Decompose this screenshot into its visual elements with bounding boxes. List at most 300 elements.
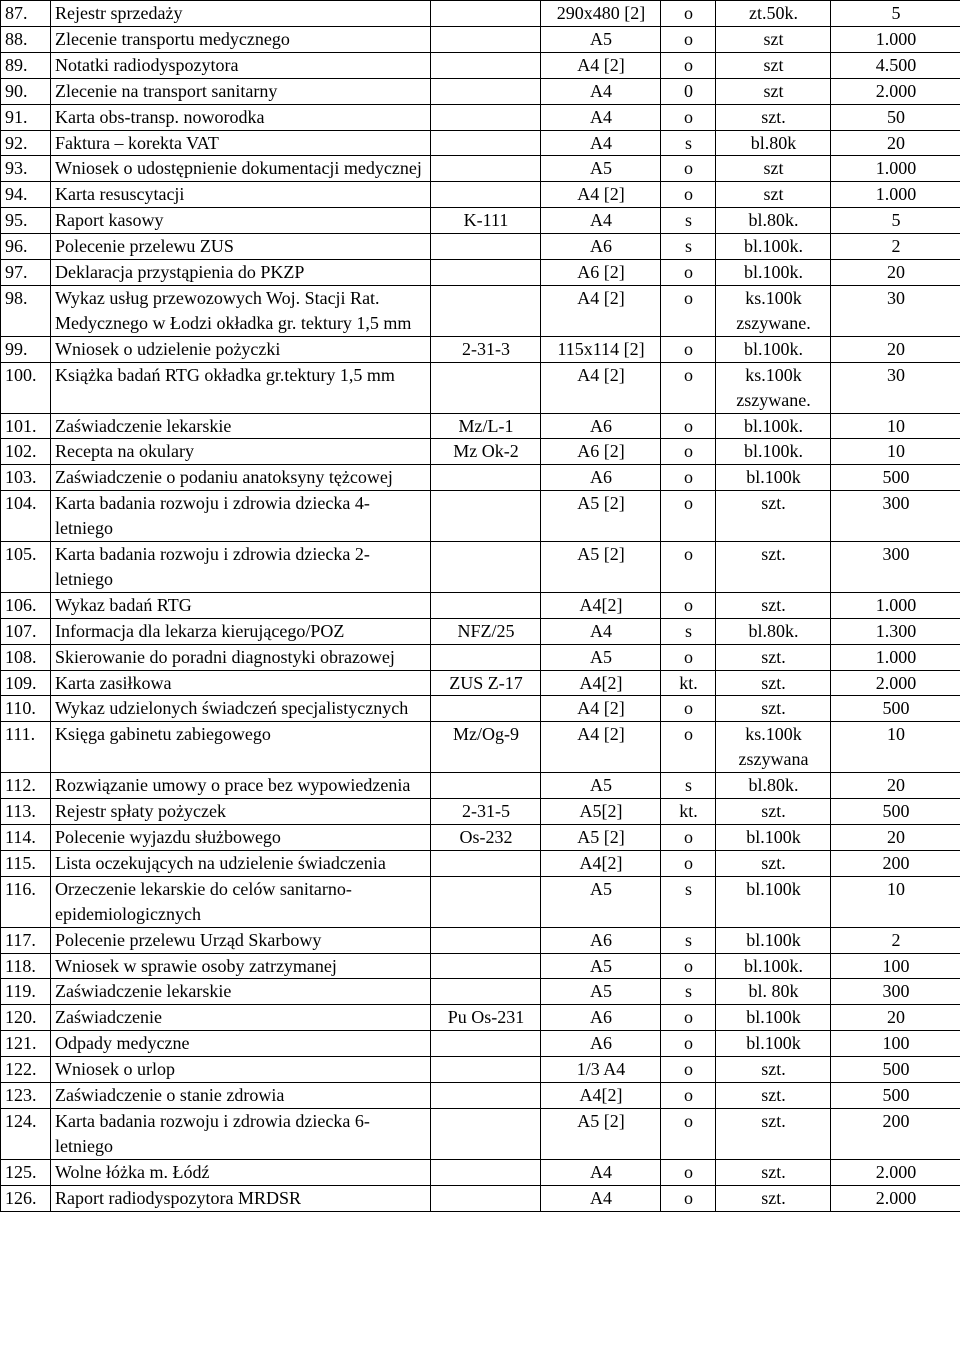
form-name-cell: Wykaz udzielonych świadczeń specjalistycznych [51,696,431,722]
row-number-cell: 92. [1,130,51,156]
quantity-cell: 20 [831,825,960,851]
unit-cell: szt. [716,1057,831,1083]
quantity-cell: 2.000 [831,670,960,696]
table-row [1,542,960,593]
quantity-cell: 300 [831,542,960,593]
form-code-cell: Mz/L-1 [431,413,541,439]
paper-format-cell: A5 [2] [541,1108,661,1159]
quantity-cell: 5 [831,208,960,234]
form-name-cell: Informacja dla lekarza kierującego/POZ [51,618,431,644]
form-code-cell [431,850,541,876]
table-row [1,979,960,1005]
quantity-cell: 500 [831,465,960,491]
row-number-cell: 94. [1,182,51,208]
paper-format-cell: A4[2] [541,850,661,876]
row-number-cell: 126. [1,1185,51,1211]
table-row [1,413,960,439]
form-code-cell [431,362,541,413]
quantity-cell: 1.000 [831,156,960,182]
form-name-cell: Recepta na okulary [51,439,431,465]
unit-cell: ks.100k zszywane. [716,285,831,336]
form-code-cell: Mz/Og-9 [431,722,541,773]
quantity-cell: 1.000 [831,182,960,208]
row-number-cell: 104. [1,491,51,542]
form-name-cell: Księga gabinetu zabiegowego [51,722,431,773]
row-number-cell: 98. [1,285,51,336]
form-name-cell: Deklaracja przystąpienia do PKZP [51,260,431,286]
form-code-cell [431,156,541,182]
table-row [1,1,960,27]
row-number-cell: 113. [1,799,51,825]
quantity-cell: 4.500 [831,52,960,78]
form-name-cell: Faktura – korekta VAT [51,130,431,156]
print-type-cell: o [661,1057,716,1083]
paper-format-cell: A4 [2] [541,52,661,78]
row-number-cell: 108. [1,644,51,670]
paper-format-cell: A5 [541,26,661,52]
quantity-cell: 2.000 [831,1185,960,1211]
form-code-cell [431,1185,541,1211]
paper-format-cell: 1/3 A4 [541,1057,661,1083]
row-number-cell: 124. [1,1108,51,1159]
print-type-cell: o [661,336,716,362]
quantity-cell: 5 [831,1,960,27]
form-name-cell: Lista oczekujących na udzielenie świadczenia [51,850,431,876]
table-row [1,260,960,286]
form-name-cell: Zaświadczenie lekarskie [51,979,431,1005]
row-number-cell: 109. [1,670,51,696]
print-type-cell: o [661,1083,716,1109]
unit-cell: bl.100k [716,876,831,927]
unit-cell: bl.80k. [716,773,831,799]
print-type-cell: o [661,285,716,336]
form-name-cell: Wykaz badań RTG [51,592,431,618]
form-code-cell [431,773,541,799]
quantity-cell: 2 [831,927,960,953]
table-row [1,26,960,52]
print-type-cell: s [661,208,716,234]
paper-format-cell: A6 [2] [541,260,661,286]
form-name-cell: Zaświadczenie lekarskie [51,413,431,439]
form-code-cell [431,592,541,618]
form-code-cell: Mz Ok-2 [431,439,541,465]
print-type-cell: o [661,850,716,876]
print-type-cell: o [661,465,716,491]
print-type-cell: kt. [661,670,716,696]
table-row [1,927,960,953]
row-number-cell: 121. [1,1031,51,1057]
form-name-cell: Karta badania rozwoju i zdrowia dziecka 6-letniego [51,1108,431,1159]
unit-cell: szt. [716,670,831,696]
row-number-cell: 99. [1,336,51,362]
quantity-cell: 200 [831,850,960,876]
print-type-cell: o [661,644,716,670]
form-name-cell: Zaświadczenie [51,1005,431,1031]
form-name-cell: Rejestr spłaty pożyczek [51,799,431,825]
paper-format-cell: A4 [2] [541,182,661,208]
quantity-cell: 2.000 [831,1159,960,1185]
unit-cell: zt.50k. [716,1,831,27]
row-number-cell: 116. [1,876,51,927]
quantity-cell: 1.300 [831,618,960,644]
table-row [1,618,960,644]
paper-format-cell: A5 [2] [541,542,661,593]
form-code-cell: 2-31-5 [431,799,541,825]
table-row [1,1057,960,1083]
form-code-cell: ZUS Z-17 [431,670,541,696]
quantity-cell: 10 [831,439,960,465]
quantity-cell: 1.000 [831,592,960,618]
form-code-cell [431,927,541,953]
unit-cell: szt. [716,104,831,130]
paper-format-cell: A4[2] [541,1083,661,1109]
quantity-cell: 20 [831,130,960,156]
row-number-cell: 123. [1,1083,51,1109]
row-number-cell: 111. [1,722,51,773]
form-name-cell: Karta badania rozwoju i zdrowia dziecka 4-letniego [51,491,431,542]
table-row [1,953,960,979]
table-row [1,850,960,876]
print-type-cell: o [661,953,716,979]
print-type-cell: o [661,1108,716,1159]
table-row [1,465,960,491]
row-number-cell: 105. [1,542,51,593]
unit-cell: szt. [716,1185,831,1211]
table-row [1,362,960,413]
form-name-cell: Rozwiązanie umowy o prace bez wypowiedzenia [51,773,431,799]
forms-table-body [1,1,960,1212]
print-type-cell: s [661,130,716,156]
unit-cell: szt. [716,1159,831,1185]
row-number-cell: 115. [1,850,51,876]
quantity-cell: 100 [831,1031,960,1057]
table-row [1,799,960,825]
paper-format-cell: A5 [2] [541,825,661,851]
unit-cell: szt. [716,542,831,593]
unit-cell: szt. [716,696,831,722]
form-code-cell [431,182,541,208]
paper-format-cell: A4 [541,78,661,104]
table-row [1,234,960,260]
row-number-cell: 112. [1,773,51,799]
form-code-cell [431,285,541,336]
row-number-cell: 114. [1,825,51,851]
print-type-cell: o [661,1005,716,1031]
row-number-cell: 103. [1,465,51,491]
form-code-cell [431,52,541,78]
table-row [1,876,960,927]
form-code-cell [431,1083,541,1109]
form-name-cell: Wniosek w sprawie osoby zatrzymanej [51,953,431,979]
paper-format-cell: A5 [541,773,661,799]
table-row [1,722,960,773]
print-type-cell: s [661,773,716,799]
form-name-cell: Skierowanie do poradni diagnostyki obrazowej [51,644,431,670]
quantity-cell: 2 [831,234,960,260]
form-code-cell [431,1159,541,1185]
paper-format-cell: A5 [541,953,661,979]
paper-format-cell: 290x480 [2] [541,1,661,27]
print-type-cell: o [661,104,716,130]
paper-format-cell: A5 [541,156,661,182]
form-code-cell [431,979,541,1005]
table-row [1,336,960,362]
form-name-cell: Zaświadczenie o podaniu anatoksyny tężcowej [51,465,431,491]
row-number-cell: 95. [1,208,51,234]
unit-cell: bl.100k [716,825,831,851]
quantity-cell: 500 [831,799,960,825]
form-code-cell [431,130,541,156]
print-type-cell: o [661,362,716,413]
unit-cell: bl. 80k [716,979,831,1005]
paper-format-cell: A6 [541,413,661,439]
paper-format-cell: A4 [541,208,661,234]
paper-format-cell: A4[2] [541,592,661,618]
form-name-cell: Karta obs-transp. noworodka [51,104,431,130]
print-type-cell: o [661,696,716,722]
table-row [1,592,960,618]
unit-cell: szt. [716,592,831,618]
paper-format-cell: A6 [541,234,661,260]
paper-format-cell: A4 [2] [541,696,661,722]
quantity-cell: 50 [831,104,960,130]
paper-format-cell: A5 [541,876,661,927]
print-type-cell: s [661,979,716,1005]
paper-format-cell: A4[2] [541,670,661,696]
form-code-cell [431,542,541,593]
row-number-cell: 102. [1,439,51,465]
print-type-cell: o [661,1,716,27]
quantity-cell: 20 [831,260,960,286]
unit-cell: szt [716,156,831,182]
print-type-cell: s [661,234,716,260]
form-code-cell [431,234,541,260]
paper-format-cell: A4 [541,618,661,644]
form-name-cell: Wolne łóżka m. Łódź [51,1159,431,1185]
row-number-cell: 122. [1,1057,51,1083]
form-name-cell: Zlecenie na transport sanitarny [51,78,431,104]
table-row [1,182,960,208]
form-code-cell: K-111 [431,208,541,234]
table-row [1,1083,960,1109]
quantity-cell: 20 [831,336,960,362]
unit-cell: bl.100k. [716,336,831,362]
paper-format-cell: A4 [541,104,661,130]
form-name-cell: Zlecenie transportu medycznego [51,26,431,52]
table-row [1,52,960,78]
row-number-cell: 87. [1,1,51,27]
quantity-cell: 20 [831,1005,960,1031]
unit-cell: szt. [716,491,831,542]
form-code-cell [431,465,541,491]
form-name-cell: Karta badania rozwoju i zdrowia dziecka 2-letniego [51,542,431,593]
paper-format-cell: A4 [2] [541,722,661,773]
unit-cell: bl.80k. [716,208,831,234]
table-row [1,670,960,696]
unit-cell: szt. [716,1108,831,1159]
form-name-cell: Karta zasiłkowa [51,670,431,696]
paper-format-cell: A6 [541,927,661,953]
form-code-cell: NFZ/25 [431,618,541,644]
form-name-cell: Raport radiodyspozytora MRDSR [51,1185,431,1211]
table-row [1,439,960,465]
paper-format-cell: A6 [2] [541,439,661,465]
paper-format-cell: A5 [2] [541,491,661,542]
table-row [1,644,960,670]
unit-cell: bl.100k [716,1031,831,1057]
unit-cell: bl.80k [716,130,831,156]
form-name-cell: Zaświadczenie o stanie zdrowia [51,1083,431,1109]
row-number-cell: 110. [1,696,51,722]
quantity-cell: 100 [831,953,960,979]
form-name-cell: Wniosek o udzielenie pożyczki [51,336,431,362]
form-code-cell [431,260,541,286]
row-number-cell: 90. [1,78,51,104]
print-type-cell: s [661,927,716,953]
paper-format-cell: A4 [541,130,661,156]
form-name-cell: Notatki radiodyspozytora [51,52,431,78]
table-row [1,104,960,130]
unit-cell: bl.100k [716,927,831,953]
print-type-cell: o [661,491,716,542]
form-code-cell [431,953,541,979]
row-number-cell: 93. [1,156,51,182]
form-code-cell [431,26,541,52]
quantity-cell: 500 [831,1083,960,1109]
print-type-cell: o [661,260,716,286]
paper-format-cell: A6 [541,1005,661,1031]
form-name-cell: Polecenie przelewu ZUS [51,234,431,260]
print-type-cell: o [661,542,716,593]
quantity-cell: 300 [831,979,960,1005]
print-type-cell: o [661,156,716,182]
table-row [1,1005,960,1031]
quantity-cell: 2.000 [831,78,960,104]
print-type-cell: o [661,1159,716,1185]
unit-cell: ks.100k zszywana [716,722,831,773]
print-type-cell: o [661,182,716,208]
unit-cell: bl.100k. [716,413,831,439]
row-number-cell: 88. [1,26,51,52]
quantity-cell: 1.000 [831,26,960,52]
paper-format-cell: A5[2] [541,799,661,825]
form-code-cell [431,644,541,670]
row-number-cell: 91. [1,104,51,130]
form-name-cell: Polecenie wyjazdu służbowego [51,825,431,851]
unit-cell: szt [716,26,831,52]
print-type-cell: s [661,618,716,644]
quantity-cell: 10 [831,413,960,439]
unit-cell: bl.100k. [716,953,831,979]
table-row [1,156,960,182]
form-code-cell [431,696,541,722]
row-number-cell: 106. [1,592,51,618]
form-name-cell: Polecenie przelewu Urząd Skarbowy [51,927,431,953]
paper-format-cell: A4 [541,1185,661,1211]
paper-format-cell: A5 [541,644,661,670]
quantity-cell: 1.000 [831,644,960,670]
table-row [1,1185,960,1211]
table-row [1,208,960,234]
unit-cell: szt. [716,1083,831,1109]
row-number-cell: 107. [1,618,51,644]
form-name-cell: Wniosek o udostępnienie dokumentacji medycznej [51,156,431,182]
table-row [1,1108,960,1159]
print-type-cell: o [661,413,716,439]
row-number-cell: 100. [1,362,51,413]
print-type-cell: o [661,1185,716,1211]
unit-cell: bl.80k. [716,618,831,644]
row-number-cell: 117. [1,927,51,953]
print-type-cell: o [661,26,716,52]
form-code-cell: Os-232 [431,825,541,851]
row-number-cell: 101. [1,413,51,439]
print-type-cell: o [661,439,716,465]
form-code-cell [431,491,541,542]
table-row [1,78,960,104]
form-code-cell [431,1031,541,1057]
quantity-cell: 200 [831,1108,960,1159]
form-name-cell: Rejestr sprzedaży [51,1,431,27]
paper-format-cell: A4 [2] [541,362,661,413]
form-name-cell: Odpady medyczne [51,1031,431,1057]
quantity-cell: 300 [831,491,960,542]
form-name-cell: Karta resuscytacji [51,182,431,208]
unit-cell: szt. [716,799,831,825]
unit-cell: szt [716,182,831,208]
form-code-cell [431,876,541,927]
paper-format-cell: A5 [541,979,661,1005]
unit-cell: ks.100k zszywane. [716,362,831,413]
table-row [1,1159,960,1185]
quantity-cell: 20 [831,773,960,799]
print-type-cell: o [661,722,716,773]
unit-cell: szt [716,52,831,78]
form-code-cell [431,104,541,130]
row-number-cell: 97. [1,260,51,286]
table-row [1,825,960,851]
unit-cell: szt. [716,850,831,876]
form-name-cell: Książka badań RTG okładka gr.tektury 1,5 mm [51,362,431,413]
unit-cell: bl.100k [716,465,831,491]
row-number-cell: 118. [1,953,51,979]
table-row [1,696,960,722]
paper-format-cell: A6 [541,1031,661,1057]
row-number-cell: 96. [1,234,51,260]
quantity-cell: 500 [831,1057,960,1083]
print-type-cell: o [661,592,716,618]
form-name-cell: Wniosek o urlop [51,1057,431,1083]
print-type-cell: o [661,825,716,851]
row-number-cell: 120. [1,1005,51,1031]
quantity-cell: 10 [831,722,960,773]
paper-format-cell: A6 [541,465,661,491]
quantity-cell: 30 [831,285,960,336]
form-code-cell [431,1057,541,1083]
unit-cell: bl.100k. [716,260,831,286]
unit-cell: bl.100k [716,1005,831,1031]
table-row [1,285,960,336]
form-code-cell: 2-31-3 [431,336,541,362]
form-name-cell: Raport kasowy [51,208,431,234]
print-type-cell: o [661,52,716,78]
paper-format-cell: A4 [541,1159,661,1185]
paper-format-cell: 115x114 [2] [541,336,661,362]
table-row [1,491,960,542]
row-number-cell: 125. [1,1159,51,1185]
unit-cell: bl.100k. [716,439,831,465]
form-code-cell [431,78,541,104]
